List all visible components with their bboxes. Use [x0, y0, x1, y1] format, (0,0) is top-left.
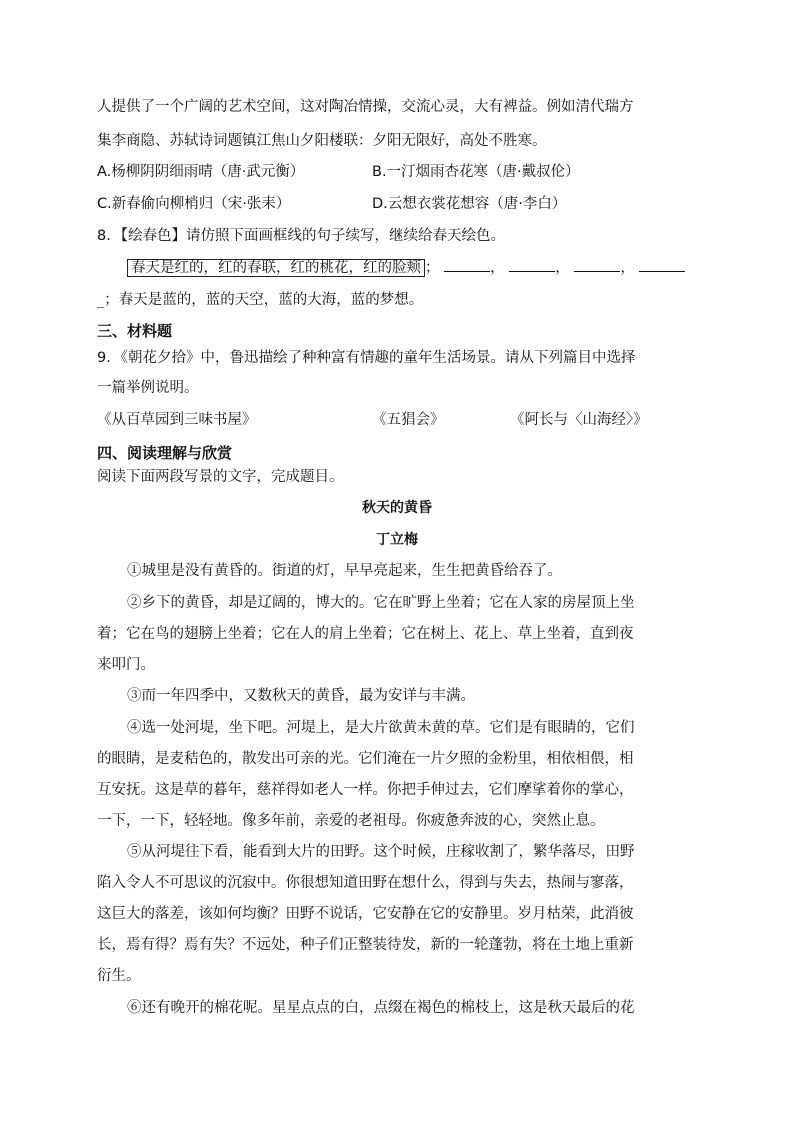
answer-blank[interactable]: [639, 259, 685, 272]
option-d: D.云想衣裳花想容（唐·李白）: [372, 196, 567, 212]
article-line: 这巨大的落差，该如何均衡？田野不说话，它安静在它的安静里。岁月枯荣，此消彼: [97, 906, 634, 922]
section-4-heading: 四、阅读理解与欣赏: [97, 444, 233, 462]
article-line: 的眼睛，是麦秸色的，散发出可亲的光。它们淹在一片夕照的金粉里，相依相偎，相: [97, 751, 634, 767]
question-9-line-1: 9．《朝花夕拾》中，鲁迅描绘了种种富有情趣的童年生活场景。请从下列篇目中选择: [97, 350, 636, 366]
article-line: 着；它在鸟的翅膀上坐着；它在人的肩上坐着；它在树上、花上、草上坐着，直到夜: [97, 626, 634, 642]
comma: ，: [620, 260, 635, 276]
answer-blank[interactable]: [574, 259, 620, 272]
title-option-1: 《从百草园到三味书屋》: [97, 412, 257, 428]
article-line: 长，焉有得？焉有失？不远处，种子们正整装待发，新的一轮蓬勃，将在土地上重新: [97, 937, 634, 953]
article-line: ①城里是没有黄昏的。街道的灯，早早亮起来，生生把黄昏给吞了。: [127, 563, 562, 579]
question-8-prompt: 8．【绘春色】请仿照下面画框线的句子续写，继续给春天绘色。: [97, 228, 505, 244]
article-title: 秋天的黄昏: [362, 500, 432, 516]
article-line: 来叩门。: [97, 657, 155, 673]
article-line: ③而一年四季中，又数秋天的黄昏，最为安详与丰满。: [127, 688, 475, 704]
answer-blank[interactable]: [444, 259, 490, 272]
article-line: 陷入令人不可思议的沉寂中。你很想知道田野在想什么，得到与失去，热闹与寥落，: [97, 875, 634, 891]
option-a: A.杨柳阴阴细雨晴（唐·武元衡）: [97, 164, 305, 180]
title-option-2: 《五猖会》: [372, 412, 445, 428]
option-c: C.新春偷向柳梢归（宋·张耒）: [97, 196, 291, 212]
intro-line-1: 人提供了一个广阔的艺术空间，这对陶冶情操，交流心灵，大有裨益。例如清代瑞方: [97, 99, 634, 115]
article-line: 衍生。: [97, 968, 141, 984]
option-b: B.一汀烟雨杏花寒（唐·戴叔伦）: [372, 164, 580, 180]
article-author: 丁立梅: [376, 532, 418, 548]
answer-blank[interactable]: [509, 259, 555, 272]
article-line: 互安抚。这是草的暮年，慈祥得如老人一样。你把手伸过去，它们摩挲着你的掌心，: [97, 782, 634, 798]
article-line: ④选一处河堤，坐下吧。河堤上，是大片欲黄未黄的草。它们是有眼睛的，它们: [127, 720, 635, 736]
section-3-heading: 三、材料题: [97, 322, 173, 340]
article-line: 一下，一下，轻轻地。像多年前，亲爱的老祖母。你疲惫奔波的心，突然止息。: [97, 813, 605, 829]
reading-instruction: 阅读下面两段写景的文字，完成题目。: [97, 469, 344, 485]
question-8-sentence: [127, 256, 701, 277]
article-line: ②乡下的黄昏，却是辽阔的，博大的。它在旷野上坐着；它在人家的房屋顶上坐: [127, 595, 635, 611]
semicolon: ；: [425, 260, 440, 276]
question-9-line-2: 一篇举例说明。: [97, 380, 199, 396]
article-line: ⑥还有晚开的棉花呢。星星点点的白，点缀在褐色的棉枝上，这是秋天最后的花: [127, 1000, 635, 1016]
question-8-tail: _；春天是蓝的，蓝的天空，蓝的大海，蓝的梦想。: [97, 292, 424, 308]
article-line: ⑤从河堤往下看，能看到大片的田野。这个时候，庄稼收割了，繁华落尽，田野: [127, 844, 635, 860]
intro-line-2: 集李商隐、苏轼诗词题镇江焦山夕阳楼联：夕阳无限好，高处不胜寒。: [97, 133, 547, 149]
title-option-3: 《阿长与〈山海经〉》: [510, 412, 648, 428]
framed-sentence: 春天是红的，红的春联，红的桃花，红的脸颊: [127, 259, 425, 277]
comma: ，: [555, 260, 570, 276]
comma: ，: [490, 260, 505, 276]
